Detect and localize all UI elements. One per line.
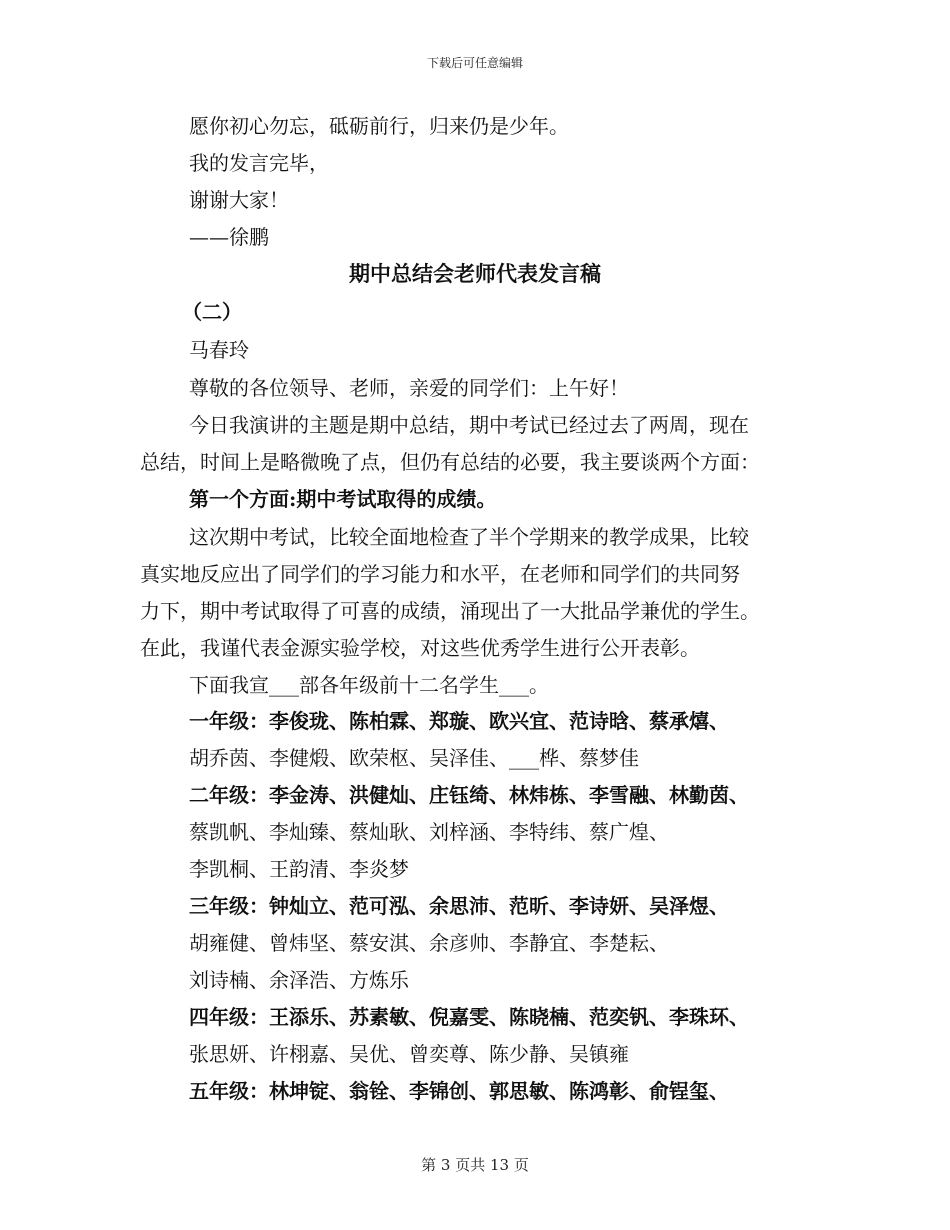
grade-list-line: 五年级：林坤锭、翁铨、李锦创、郭思敏、陈鸿彰、俞锃玺、: [189, 1079, 729, 1103]
text-line: 今日我演讲的主题是期中总结，期中考试已经过去了两周，现在: [189, 413, 749, 437]
page-footer: 第 3 页共 13 页: [421, 1156, 529, 1174]
signature-line: ——徐鹏: [189, 225, 269, 249]
grade-list-line: 一年级：李俊珑、陈柏霖、郑璇、欧兴宜、范诗晗、蔡承熺、: [189, 709, 729, 733]
grade-list-line: 蔡凯帆、李灿臻、蔡灿耿、刘梓涵、李特纬、蔡广煌、: [189, 820, 669, 844]
text-line: 总结，时间上是略微晚了点，但仍有总结的必要，我主要谈两个方面：: [140, 450, 760, 474]
text-line: 谢谢大家！: [189, 188, 289, 212]
text-line: 真实地反应出了同学们的学习能力和水平，在老师和同学们的共同努: [140, 562, 740, 586]
grade-list-line: 胡乔茵、李健煅、欧荣枢、吴泽佳、___桦、蔡梦佳: [189, 746, 639, 770]
subheading: 第一个方面:期中考试取得的成绩。: [189, 487, 497, 511]
author-name: 马春玲: [189, 338, 249, 362]
grade-list-line: 二年级：李金涛、洪健灿、庄钰绮、林炜栋、李雪融、林勤茵、: [189, 783, 749, 807]
grade-list-line: 四年级：王添乐、苏素敏、倪嘉雯、陈晓楠、范奕钒、李珠环、: [189, 1005, 749, 1029]
text-line: 下面我宣___部各年级前十二名学生___。: [189, 673, 549, 697]
text-line: 愿你初心勿忘，砥砺前行，归来仍是少年。: [189, 114, 569, 138]
page-header: 下载后可任意编辑: [426, 56, 523, 70]
text-line: 我的发言完毕，: [189, 151, 329, 175]
grade-list-line: 胡雍健、曾炜坚、蔡安淇、余彦帅、李静宜、李楚耘、: [189, 931, 669, 955]
section-title: 期中总结会老师代表发言稿: [349, 261, 601, 286]
grade-list-line: 三年级：钟灿立、范可泓、余思沛、范昕、李诗妍、吴泽煜、: [189, 894, 729, 918]
grade-list-line: 刘诗楠、余泽浩、方炼乐: [189, 968, 409, 992]
text-line: 这次期中考试，比较全面地检查了半个学期来的教学成果，比较: [189, 525, 749, 549]
grade-list-line: 李凯桐、王韵清、李炎梦: [189, 857, 409, 881]
greeting-line: 尊敬的各位领导、老师，亲爱的同学们：上午好！: [189, 376, 629, 400]
text-line: 在此，我谨代表金源实验学校，对这些优秀学生进行公开表彰。: [140, 636, 700, 660]
grade-list-line: 张思妍、许栩嘉、吴优、曾奕尊、陈少静、吴镇雍: [189, 1042, 629, 1066]
section-number: （二）: [182, 300, 242, 324]
text-line: 力下，期中考试取得了可喜的成绩，涌现出了一大批品学兼优的学生。: [140, 599, 760, 623]
